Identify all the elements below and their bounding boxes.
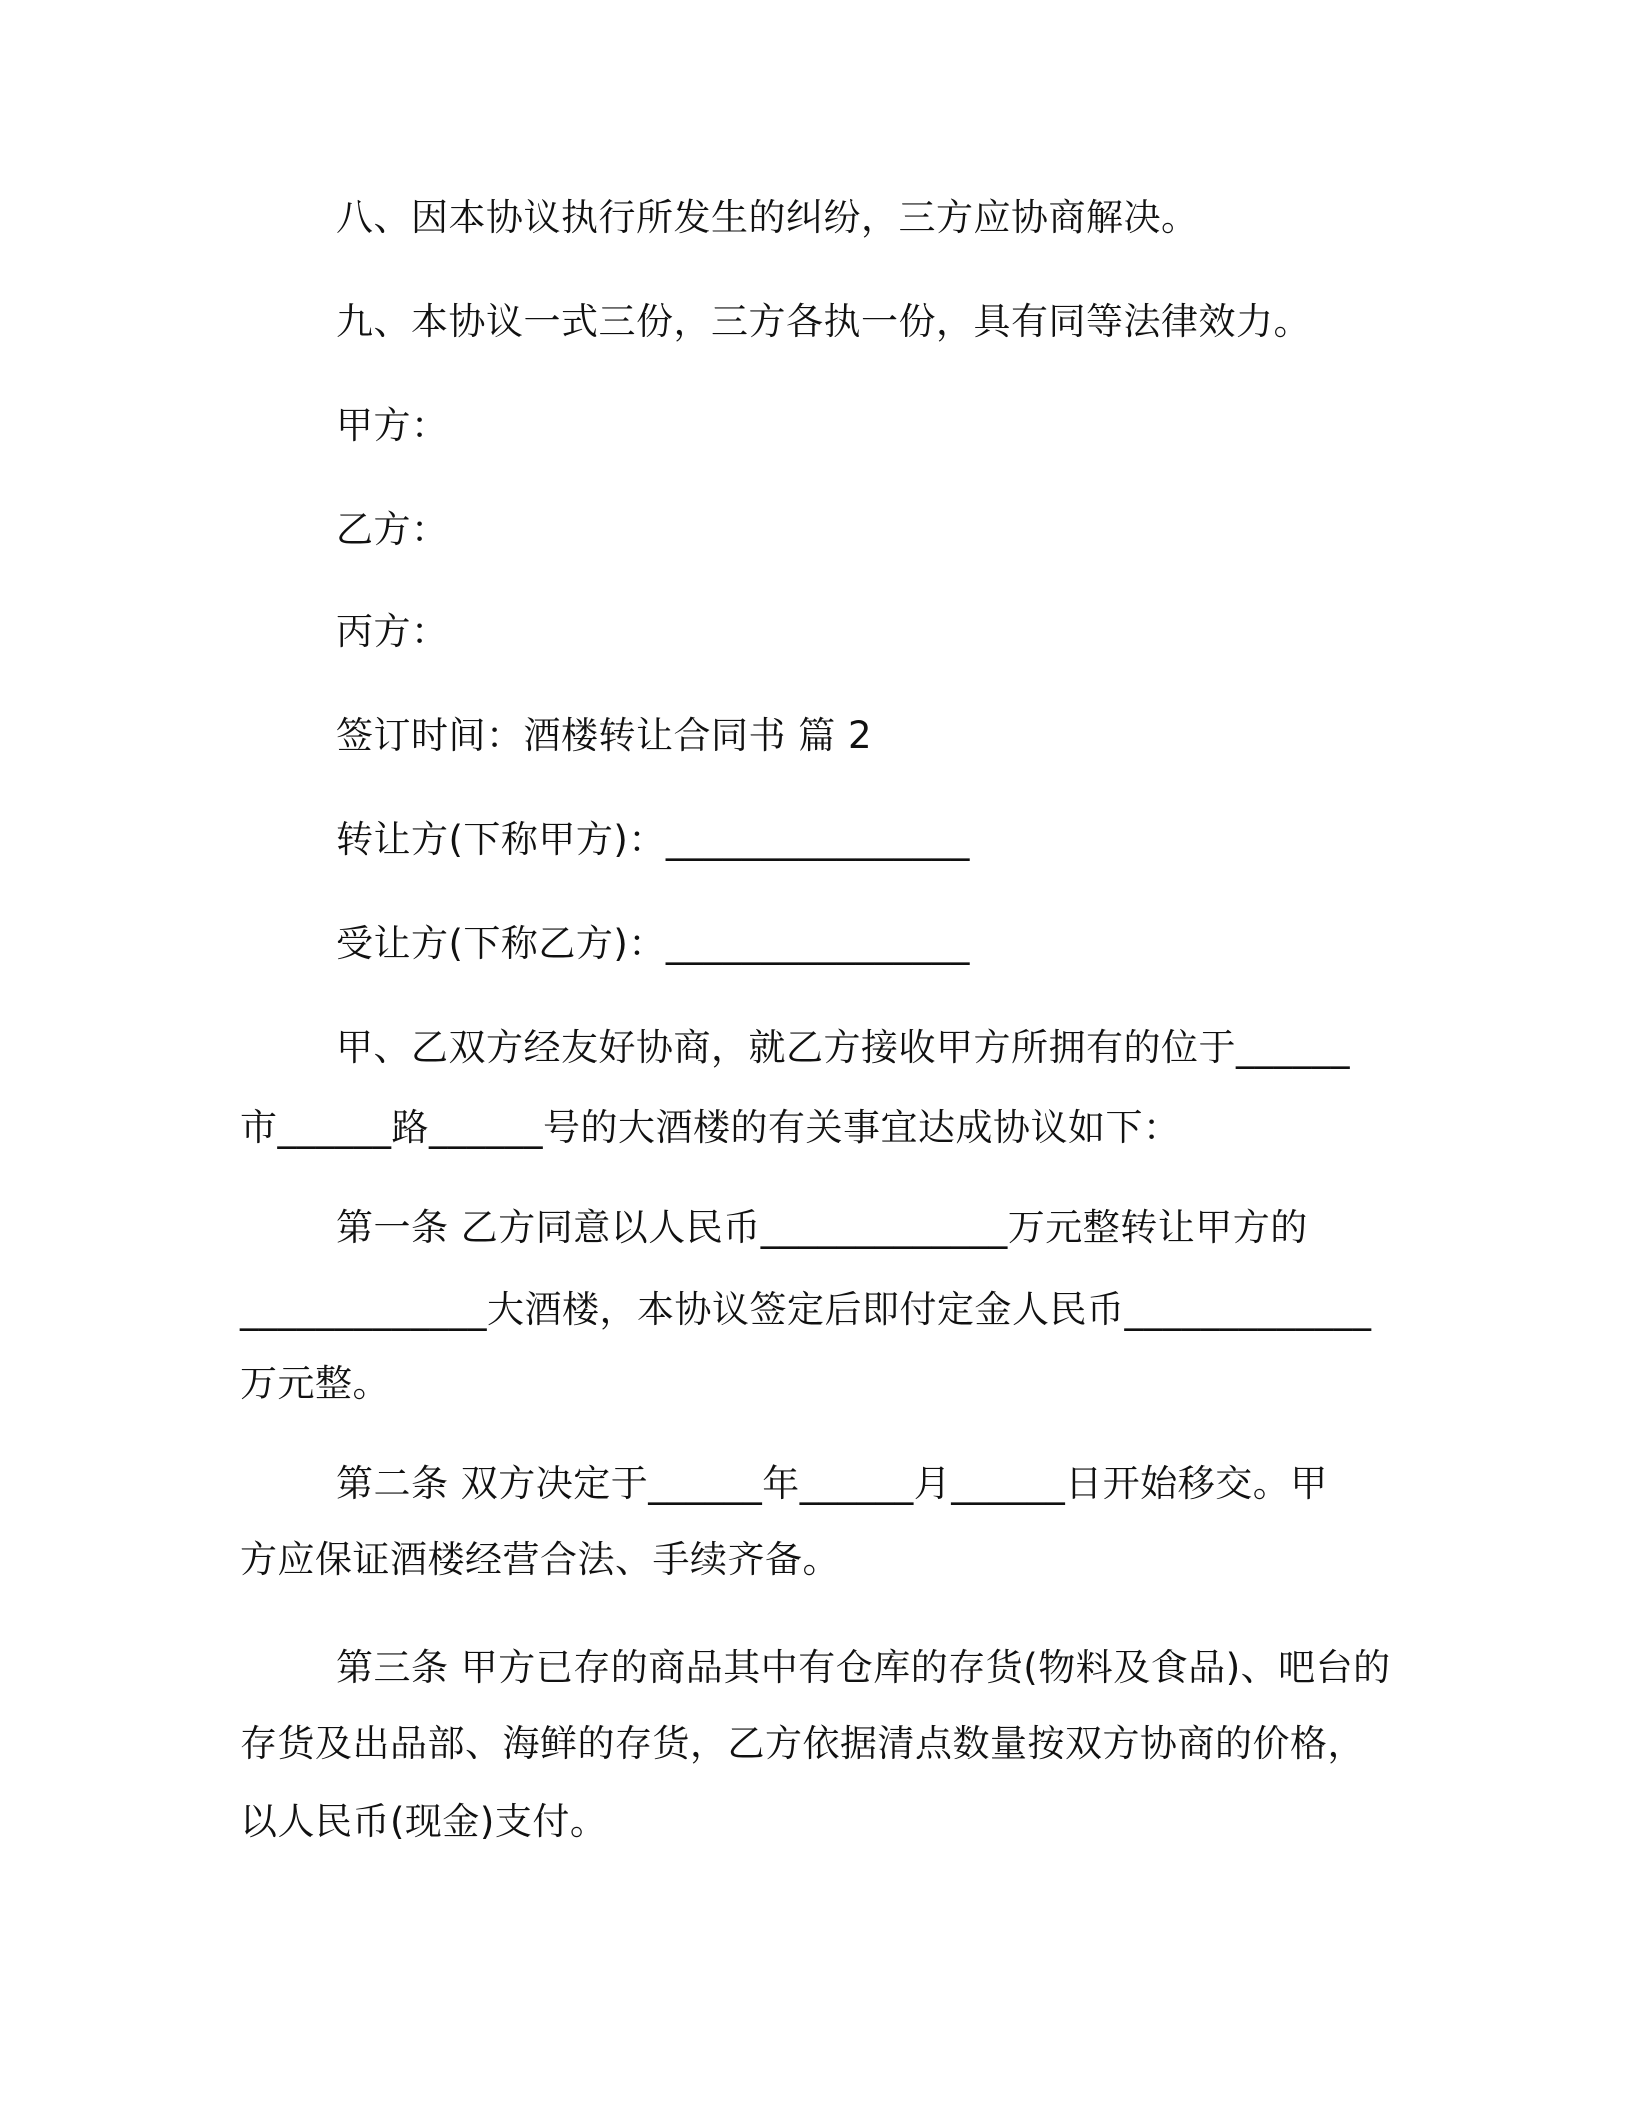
intro-line-1: 甲、乙双方经友好协商，就乙方接收甲方所拥有的位于______ [336,1026,1350,1069]
article-3-line-1: 第三条 甲方已存的商品其中有仓库的存货(物料及食品)、吧台的 [336,1646,1391,1689]
article-1-line-2: _____________大酒楼，本协议签定后即付定金人民币_____________ [240,1288,1372,1331]
article-1-line-3: 万元整。 [240,1362,390,1405]
clause-9: 九、本协议一式三份，三方各执一份，具有同等法律效力。 [336,300,1311,343]
sign-time-line: 签订时间：酒楼转让合同书 篇 2 [336,714,873,757]
article-3-line-3: 以人民币(现金)支付。 [240,1800,608,1843]
article-1-line-1: 第一条 乙方同意以人民币_____________万元整转让甲方的 [336,1206,1308,1249]
party-b-label: 乙方： [336,508,449,551]
article-3-line-2: 存货及出品部、海鲜的存货，乙方依据清点数量按双方协商的价格， [240,1722,1365,1765]
party-c-label: 丙方： [336,610,449,653]
intro-line-2: 市______路______号的大酒楼的有关事宜达成协议如下： [240,1106,1181,1149]
article-2-line-1: 第二条 双方决定于______年______月______日开始移交。甲 [336,1462,1328,1505]
article-2-line-2: 方应保证酒楼经营合法、手续齐备。 [240,1538,840,1581]
party-a-label: 甲方： [336,404,449,447]
transferee-line: 受让方(下称乙方)：________________ [336,922,970,965]
clause-8: 八、因本协议执行所发生的纠纷，三方应协商解决。 [336,196,1199,239]
transferor-line: 转让方(下称甲方)：________________ [336,818,970,861]
